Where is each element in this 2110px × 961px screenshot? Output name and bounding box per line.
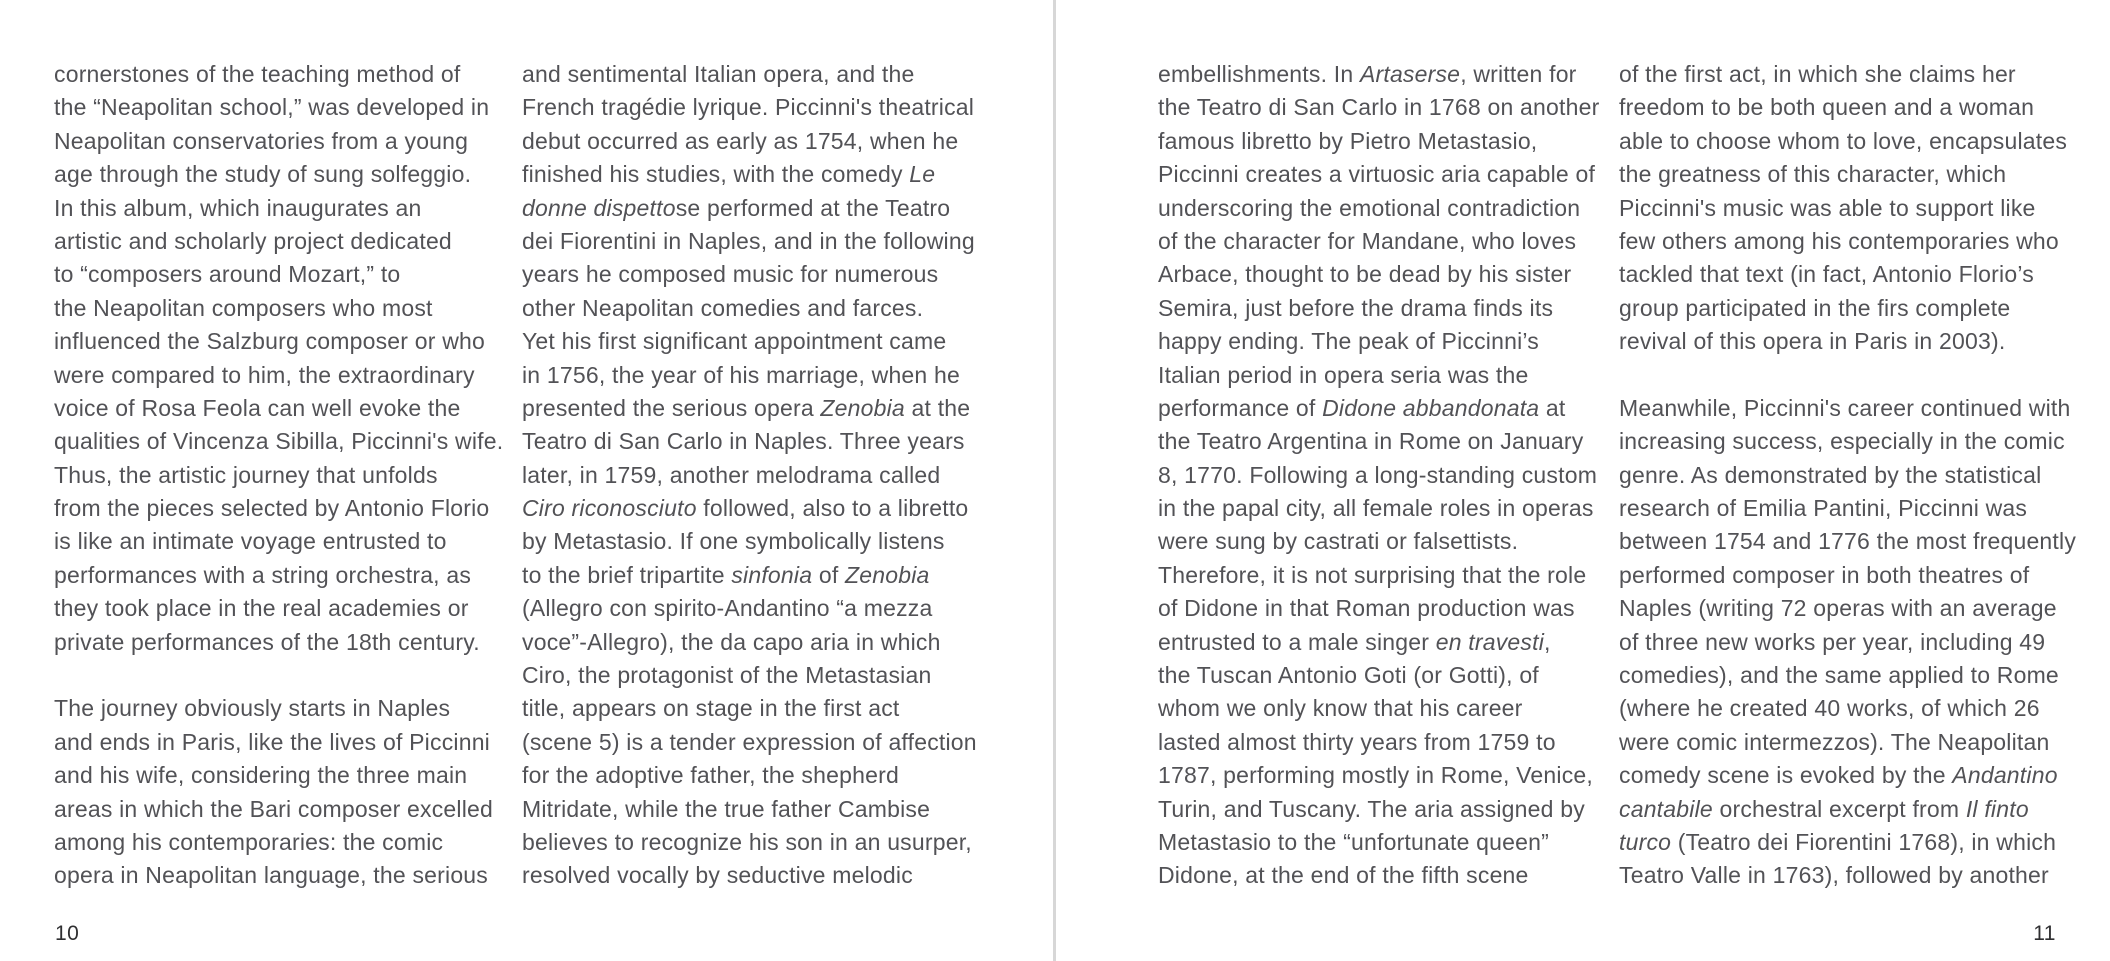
text-run: ,: [1544, 628, 1551, 655]
text-line: [1158, 392, 1599, 425]
text-line: title, appears on stage in the first act: [522, 695, 900, 722]
text-line: age through the study of sung solfeggio.: [54, 161, 472, 188]
text-line: Ciro, the protagonist of the Metastasian: [522, 662, 932, 689]
text-line: in the papal city, all female roles in operas: [1158, 495, 1594, 522]
text-line: few others among his contemporaries who: [1619, 227, 2059, 254]
page-number-left: 10: [55, 922, 80, 945]
italic-text-run: Andantino: [1952, 762, 2058, 789]
text-line: [522, 192, 977, 225]
text-line: of three new works per year, including 49: [1619, 628, 2046, 655]
italic-text-run: turco: [1619, 828, 1672, 855]
text-line: of the character for Mandane, who loves: [1158, 227, 1577, 254]
text-run: orchestral excerpt from: [1712, 795, 1966, 822]
text-line: [1158, 626, 1599, 659]
text-line: by Metastasio. If one symbolically listens: [522, 528, 945, 555]
text-line: [522, 392, 977, 425]
text-line: comedies), and the same applied to Rome: [1619, 662, 2059, 689]
text-line: voice of Rosa Feola can well evoke the: [54, 394, 461, 421]
italic-text-run: en travesti: [1435, 628, 1545, 655]
italic-text-run: Ciro riconosciuto: [522, 495, 697, 522]
text-line: Naples (writing 72 operas with an average: [1619, 595, 2057, 622]
italic-text-run: cantabile: [1619, 795, 1713, 822]
text-line: underscoring the emotional contradiction: [1158, 194, 1581, 221]
italic-text-run: Le: [909, 161, 936, 188]
italic-text-run: Didone abbandonata: [1322, 394, 1540, 421]
text-line: for the adoptive father, the shepherd: [522, 762, 899, 789]
text-line: [1619, 826, 2076, 859]
text-line: performances with a string orchestra, as: [54, 561, 472, 588]
text-line: cornerstones of the teaching method of: [54, 61, 461, 87]
text-line: debut occurred as early as 1754, when he: [522, 127, 959, 154]
text-line: (Allegro con spirito-Andantino “a mezza: [522, 595, 933, 622]
text-line: other Neapolitan comedies and farces.: [522, 294, 924, 321]
text-line: believes to recognize his son in an usurper,: [522, 828, 972, 855]
text-line: Piccinni's music was able to support like: [1619, 194, 2036, 221]
text-line: performed composer in both theatres of: [1619, 561, 2030, 588]
text-line: lasted almost thirty years from 1759 to: [1158, 728, 1556, 755]
text-run: (Teatro dei Fiorentini 1768), in which: [1671, 828, 2057, 855]
text-run: performance of: [1158, 394, 1323, 421]
text-line: group participated in the firs complete: [1619, 294, 2011, 321]
text-line: revival of this opera in Paris in 2003).: [1619, 328, 2006, 355]
italic-text-run: donne dispetto: [522, 194, 676, 221]
text-line: from the pieces selected by Antonio Florio: [54, 495, 490, 522]
text-line: genre. As demonstrated by the statistical: [1619, 461, 2042, 488]
text-line: research of Emilia Pantini, Piccinni was: [1619, 495, 2028, 522]
text-line: the Tuscan Antonio Goti (or Gotti), of: [1158, 662, 1539, 689]
text-line: 1787, performing mostly in Rome, Venice,: [1158, 762, 1593, 789]
text-line: the greatness of this character, which: [1619, 161, 2007, 188]
right-page-text-column-1: [1158, 58, 1599, 893]
text-line: and ends in Paris, like the lives of Piccinni: [54, 728, 490, 755]
text-line: Meanwhile, Piccinni's career continued with: [1619, 394, 2071, 421]
text-line: of Didone in that Roman production was: [1158, 595, 1575, 622]
left-page-text-column-1: [54, 58, 503, 893]
text-line: were comic intermezzos). The Neapolitan: [1619, 728, 2050, 755]
text-run: comedy scene is evoked by the: [1619, 762, 1953, 789]
text-line: freedom to be both queen and a woman: [1619, 94, 2035, 121]
italic-text-run: sinfonia: [731, 561, 813, 588]
text-line: tackled that text (in fact, Antonio Florio’s: [1619, 261, 2034, 288]
text-line: is like an intimate voyage entrusted to: [54, 528, 447, 555]
text-line: 8, 1770. Following a long-standing custom: [1158, 461, 1598, 488]
text-run: finished his studies, with the comedy: [522, 161, 910, 188]
text-line: Mitridate, while the true father Cambise: [522, 795, 931, 822]
text-line: Metastasio to the “unfortunate queen”: [1158, 828, 1549, 855]
text-line: Turin, and Tuscany. The aria assigned by: [1158, 795, 1585, 822]
text-line: of the first act, in which she claims her: [1619, 61, 2016, 87]
text-line: the Teatro Argentina in Rome on January: [1158, 428, 1584, 455]
text-line: areas in which the Bari composer excelled: [54, 795, 494, 822]
text-line: later, in 1759, another melodrama called: [522, 461, 941, 488]
text-line: qualities of Vincenza Sibilla, Piccinni's wife.: [54, 428, 504, 455]
text-line: Neapolitan conservatories from a young: [54, 127, 469, 154]
text-line: Didone, at the end of the fifth scene: [1158, 862, 1529, 889]
text-line: Thus, the artistic journey that unfolds: [54, 461, 438, 488]
text-line: French tragédie lyrique. Piccinni's theatrical: [522, 94, 975, 121]
text-line: happy ending. The peak of Piccinni’s: [1158, 328, 1539, 355]
text-run: embellishments. In: [1158, 61, 1360, 87]
page-gutter-divider: [1053, 0, 1056, 961]
text-run: of: [812, 561, 845, 588]
text-line: Teatro di San Carlo in Naples. Three years: [522, 428, 965, 455]
text-line: were compared to him, the extraordinary: [54, 361, 475, 388]
text-line: to “composers around Mozart,” to: [54, 261, 401, 288]
text-run: entrusted to a male singer: [1158, 628, 1436, 655]
text-line: able to choose whom to love, encapsulates: [1619, 127, 2068, 154]
text-run: at: [1539, 394, 1566, 421]
text-line: influenced the Salzburg composer or who: [54, 328, 485, 355]
text-line: in 1756, the year of his marriage, when he: [522, 361, 960, 388]
text-line: Yet his first significant appointment came: [522, 328, 947, 355]
italic-text-run: Artaserse: [1359, 61, 1461, 87]
text-line: [1619, 793, 2076, 826]
text-line: [522, 158, 977, 191]
text-line: [522, 492, 977, 525]
text-line: between 1754 and 1776 the most frequently: [1619, 528, 2077, 555]
text-line: (scene 5) is a tender expression of affection: [522, 728, 977, 755]
text-line: Therefore, it is not surprising that the role: [1158, 561, 1587, 588]
page-number-right: 11: [2033, 922, 2056, 945]
text-line: and his wife, considering the three main: [54, 762, 468, 789]
text-line: increasing success, especially in the comic: [1619, 428, 2065, 455]
italic-text-run: Il finto: [1965, 795, 2029, 822]
text-run: , written for: [1460, 61, 1577, 87]
text-line: famous libretto by Pietro Metastasio,: [1158, 127, 1538, 154]
right-page-text-column-2: [1619, 58, 2076, 893]
text-line: they took place in the real academies or: [54, 595, 469, 622]
text-line: whom we only know that his career: [1158, 695, 1523, 722]
text-line: resolved vocally by seductive melodic: [522, 862, 913, 889]
text-run: at the: [904, 394, 971, 421]
text-line: the Teatro di San Carlo in 1768 on another: [1158, 94, 1600, 121]
text-line: and sentimental Italian opera, and the: [522, 61, 915, 87]
text-line: In this album, which inaugurates an: [54, 194, 422, 221]
paragraph-gap: [1619, 359, 2076, 392]
paragraph-gap: [54, 659, 503, 692]
text-line: [1619, 759, 2076, 792]
text-line: Semira, just before the drama finds its: [1158, 294, 1554, 321]
text-line: [1158, 58, 1599, 91]
text-line: artistic and scholarly project dedicated: [54, 227, 452, 254]
text-line: were sung by castrati or falsettists.: [1158, 528, 1519, 555]
text-line: private performances of the 18th century.: [54, 628, 480, 655]
text-run: presented the serious opera: [522, 394, 821, 421]
text-line: Italian period in opera seria was the: [1158, 361, 1529, 388]
text-line: Arbace, thought to be dead by his sister: [1158, 261, 1572, 288]
left-page-text-column-2: [522, 58, 977, 893]
text-line: the Neapolitan composers who most: [54, 294, 433, 321]
italic-text-run: Zenobia: [845, 561, 930, 588]
text-line: Teatro Valle in 1763), followed by another: [1619, 862, 2049, 889]
text-run: to the brief tripartite: [522, 561, 732, 588]
text-line: voce”-Allegro), the da capo aria in which: [522, 628, 941, 655]
text-line: among his contemporaries: the comic: [54, 828, 444, 855]
text-run: se performed at the Teatro: [675, 194, 951, 221]
text-line: opera in Neapolitan language, the serious: [54, 862, 489, 889]
italic-text-run: Zenobia: [820, 394, 905, 421]
text-line: years he composed music for numerous: [522, 261, 939, 288]
text-run: followed, also to a libretto: [696, 495, 969, 522]
text-line: (where he created 40 works, of which 26: [1619, 695, 2040, 722]
text-line: [522, 559, 977, 592]
text-line: Piccinni creates a virtuosic aria capable of: [1158, 161, 1596, 188]
text-line: the “Neapolitan school,” was developed in: [54, 94, 490, 121]
text-line: The journey obviously starts in Naples: [54, 695, 451, 722]
text-line: dei Fiorentini in Naples, and in the following: [522, 227, 975, 254]
